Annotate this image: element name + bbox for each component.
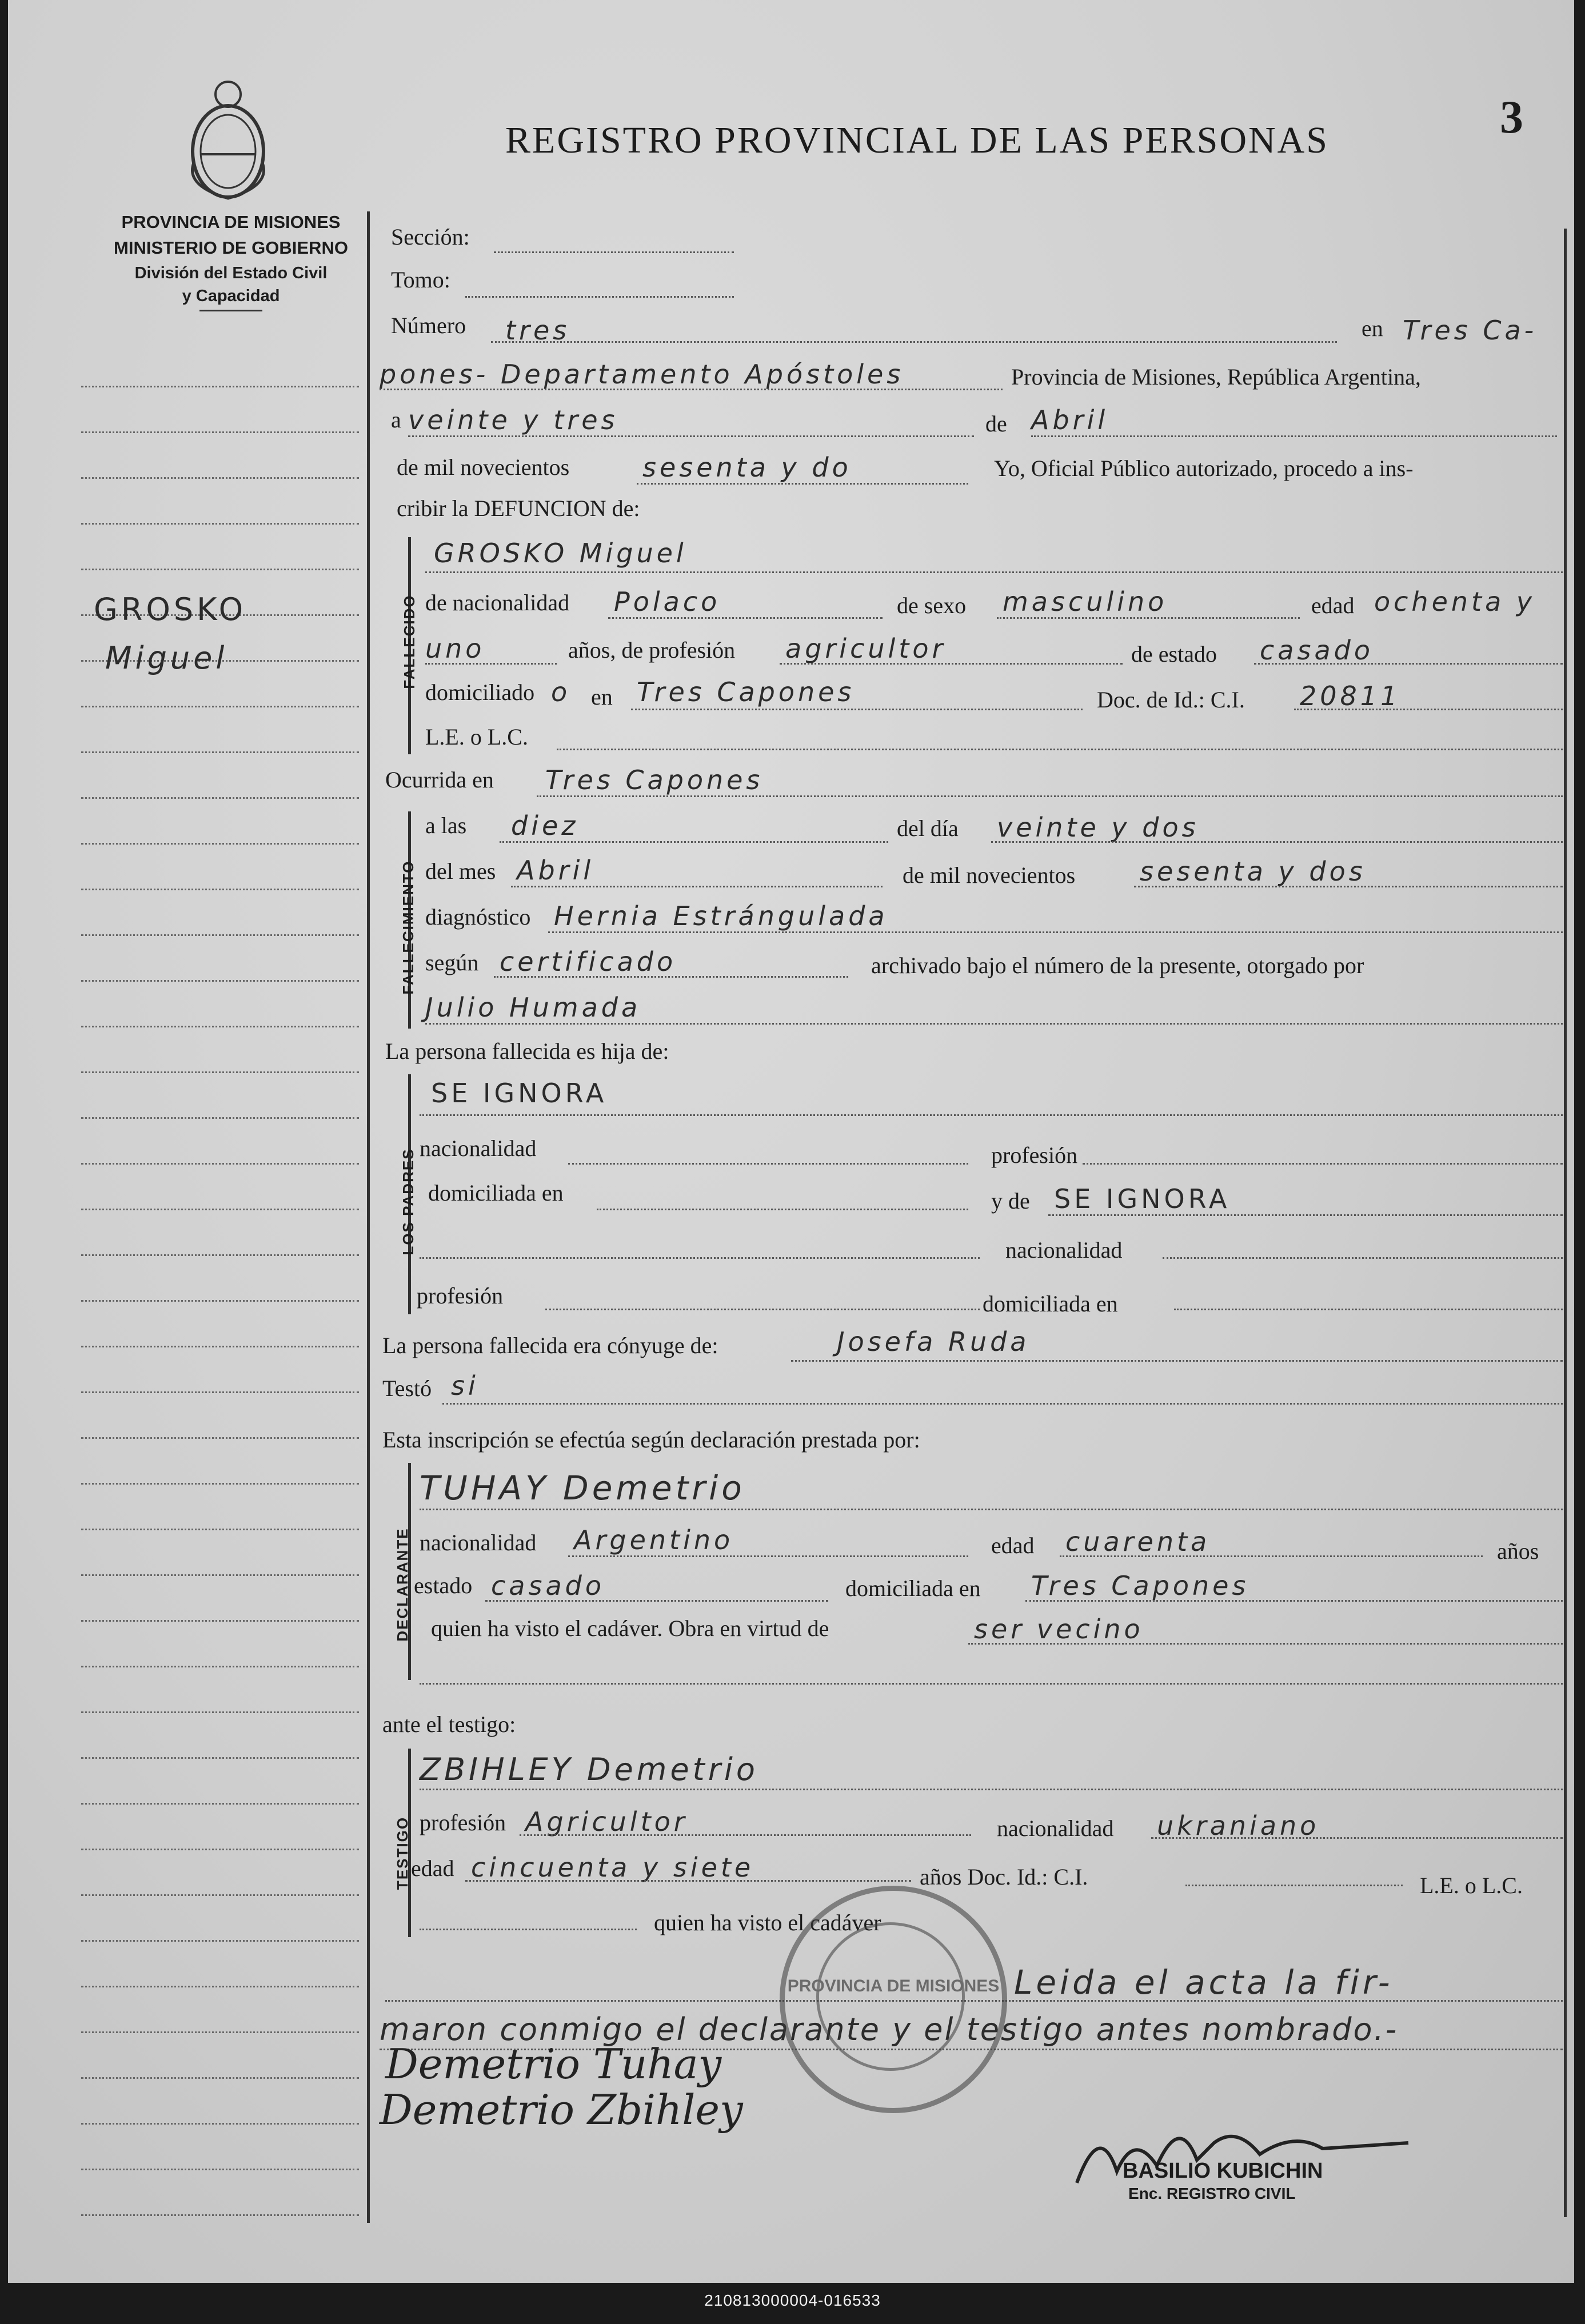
- value-decl-virtud: ser vecino: [974, 1614, 1144, 1645]
- label-profesion-testigo: profesión: [420, 1810, 506, 1835]
- label-de-mil-novecientos: de mil novecientos: [903, 862, 1076, 888]
- label-le-lc-testigo: L.E. o L.C.: [1420, 1873, 1523, 1898]
- section-declarante: DECLARANTE: [394, 1527, 411, 1642]
- page-title: REGISTRO PROVINCIAL DE LAS PERSONAS: [505, 119, 1330, 161]
- value-anio: sesenta y do: [642, 452, 852, 483]
- value-hora: diez: [511, 810, 579, 841]
- section-padres: LOS PADRES: [400, 1148, 417, 1255]
- label-anios-doc: años Doc. Id.: C.I.: [920, 1864, 1088, 1890]
- value-madre: SE IGNORA: [1054, 1183, 1231, 1214]
- value-decl-estado: casado: [491, 1570, 605, 1601]
- label-profesion-madre: profesión: [417, 1283, 504, 1309]
- label-nacionalidad: de nacionalidad: [425, 590, 570, 615]
- label-estado-decl: estado: [414, 1573, 473, 1598]
- label-provincia: Provincia de Misiones, República Argentina,: [1011, 364, 1421, 390]
- value-test-profesion: Agricultor: [525, 1806, 688, 1837]
- label-profesion-padre: profesión: [991, 1142, 1078, 1168]
- label-edad: edad: [1311, 593, 1355, 618]
- value-mes: Abril: [1031, 405, 1109, 435]
- label-edad-testigo: edad: [411, 1855, 454, 1881]
- value-estado: casado: [1260, 635, 1374, 666]
- register-page: [8, 0, 1574, 2283]
- label-nacionalidad-padre: nacionalidad: [420, 1135, 537, 1161]
- signature-testigo: Demetrio Zbihley: [380, 2086, 743, 2134]
- label-en: en: [1362, 315, 1383, 341]
- value-test-edad: cincuenta y siete: [471, 1852, 754, 1883]
- label-de: de: [985, 411, 1007, 437]
- value-nacionalidad: Polaco: [614, 586, 721, 617]
- label-diagnostico: diagnóstico: [425, 904, 531, 930]
- label-ante-testigo: ante el testigo:: [382, 1711, 516, 1737]
- label-archivado: archivado bajo el número de la presente, otorgado por: [871, 953, 1364, 978]
- seal-text: PROVINCIA DE MISIONES: [787, 1977, 1000, 1995]
- org-line: MINISTERIO DE GOBIERNO: [114, 237, 348, 258]
- label-inscripcion: Esta inscripción se efectúa según declaración prestada por:: [382, 1427, 920, 1453]
- value-decl-nacionalidad: Argentino: [574, 1525, 734, 1555]
- label-seccion: Sección:: [391, 224, 470, 250]
- section-fallecido: FALLECIDO: [401, 594, 418, 689]
- value-lugar-2: pones- Departamento Apóstoles: [380, 359, 904, 390]
- label-edad-decl: edad: [991, 1533, 1035, 1558]
- label-del-mes: del mes: [425, 858, 496, 884]
- label-nacionalidad-testigo: nacionalidad: [997, 1815, 1114, 1841]
- label-tomo: Tomo:: [391, 267, 450, 293]
- value-decl-domicilio: Tres Capones: [1031, 1570, 1249, 1601]
- label-domiciliada-madre: domiciliada en: [983, 1291, 1118, 1317]
- label-ocurrida: Ocurrida en: [385, 767, 494, 793]
- value-test-nacionalidad: ukraniano: [1157, 1810, 1320, 1841]
- label-yo-oficial: Yo, Oficial Público autorizado, procedo a ins-: [994, 455, 1414, 481]
- label-segun: según: [425, 950, 479, 975]
- label-mil-novecientos: de mil novecientos: [397, 454, 570, 480]
- value-lugar-1: Tres Ca-: [1403, 315, 1538, 346]
- label-sexo: de sexo: [897, 593, 967, 618]
- section-testigo: TESTIGO: [394, 1816, 411, 1890]
- margin-name-surname: GROSKO: [94, 591, 247, 627]
- value-edad-2: uno: [425, 633, 485, 664]
- label-visto-cadaver: quien ha visto el cadáver. Obra en virtud de: [431, 1615, 829, 1641]
- value-dia: veinte y tres: [408, 405, 618, 435]
- officer-name: BASILIO KUBICHIN: [1123, 2159, 1323, 2183]
- label-domiciliada-decl: domiciliada en: [845, 1575, 981, 1601]
- label-domiciliado: domiciliado: [425, 679, 535, 705]
- label-del-dia: del día: [897, 815, 959, 841]
- value-ocurrida: Tres Capones: [545, 765, 764, 795]
- value-declarante: TUHAY Demetrio: [420, 1469, 745, 1507]
- coat-of-arms-icon: [179, 71, 277, 203]
- label-nacionalidad-madre: nacionalidad: [1005, 1237, 1123, 1263]
- official-seal: [780, 1886, 1007, 2113]
- value-sexo: masculino: [1003, 586, 1168, 617]
- value-nombre-fallecido: GROSKO Miguel: [434, 538, 687, 569]
- page-number: 3: [1500, 91, 1523, 143]
- value-edad-1: ochenta y: [1374, 586, 1536, 617]
- value-testo: si: [451, 1370, 479, 1401]
- value-conyuge: Josefa Ruda: [837, 1326, 1030, 1357]
- value-testigo: ZBIHLEY Demetrio: [420, 1751, 758, 1787]
- label-y-de: y de: [991, 1188, 1030, 1214]
- section-fallecimiento: FALLECIMIENTO: [400, 860, 417, 995]
- label-domiciliada-padre: domiciliada en: [428, 1180, 564, 1206]
- label-estado: de estado: [1131, 641, 1217, 667]
- value-otorgado-por: Julio Humada: [425, 992, 641, 1023]
- label-anios-profesion: años, de profesión: [568, 637, 736, 663]
- org-line: PROVINCIA DE MISIONES: [121, 212, 341, 232]
- value-domicilio: Tres Capones: [637, 677, 855, 707]
- label-en-domicilio: en: [591, 684, 613, 710]
- label-anios-decl: años: [1497, 1538, 1539, 1564]
- label-quien-visto: quien ha visto el cadáver: [654, 1910, 881, 1935]
- value-anio-fall: sesenta y dos: [1140, 856, 1366, 887]
- value-decl-edad: cuarenta: [1065, 1526, 1211, 1557]
- note-line-1: Leida el acta la fir-: [1014, 1963, 1394, 2002]
- value-ci: 20811: [1300, 681, 1401, 711]
- label-doc-id: Doc. de Id.: C.I.: [1097, 687, 1245, 713]
- label-le-lc: L.E. o L.C.: [425, 724, 528, 750]
- value-profesion: agricultor: [785, 633, 947, 664]
- officer-role: Enc. REGISTRO CIVIL: [1128, 2185, 1296, 2202]
- value-segun: certificado: [500, 946, 677, 977]
- signature-declarante: Demetrio Tuhay: [385, 2040, 722, 2088]
- label-conyuge: La persona fallecida era cónyuge de:: [382, 1333, 718, 1358]
- value-numero: tres: [505, 315, 570, 346]
- label-testo: Testó: [382, 1375, 432, 1401]
- label-inscribir: cribir la DEFUNCION de:: [397, 495, 640, 521]
- label-a-las: a las: [425, 813, 467, 838]
- value-diagnostico: Hernia Estrángulada: [554, 901, 888, 931]
- note-line-2: maron conmigo el declarante y el testigo antes nombrado.-: [380, 2011, 1399, 2047]
- org-line: División del Estado Civil: [134, 263, 328, 282]
- org-line: y Capacidad: [182, 286, 280, 305]
- label-a: a: [391, 407, 401, 433]
- label-hija-de: La persona fallecida es hija de:: [385, 1038, 669, 1064]
- label-nacionalidad-decl: nacionalidad: [420, 1530, 537, 1555]
- value-dia-fall: veinte y dos: [997, 812, 1199, 843]
- image-id: 210813000004-016533: [704, 2291, 881, 2309]
- label-numero: Número: [391, 313, 466, 338]
- value-padre: SE IGNORA: [431, 1078, 608, 1109]
- margin-name-given: Miguel: [105, 640, 228, 676]
- value-domicilio-mark: o: [551, 677, 571, 707]
- org-header: [94, 211, 368, 311]
- value-mes-fall: Abril: [517, 855, 594, 886]
